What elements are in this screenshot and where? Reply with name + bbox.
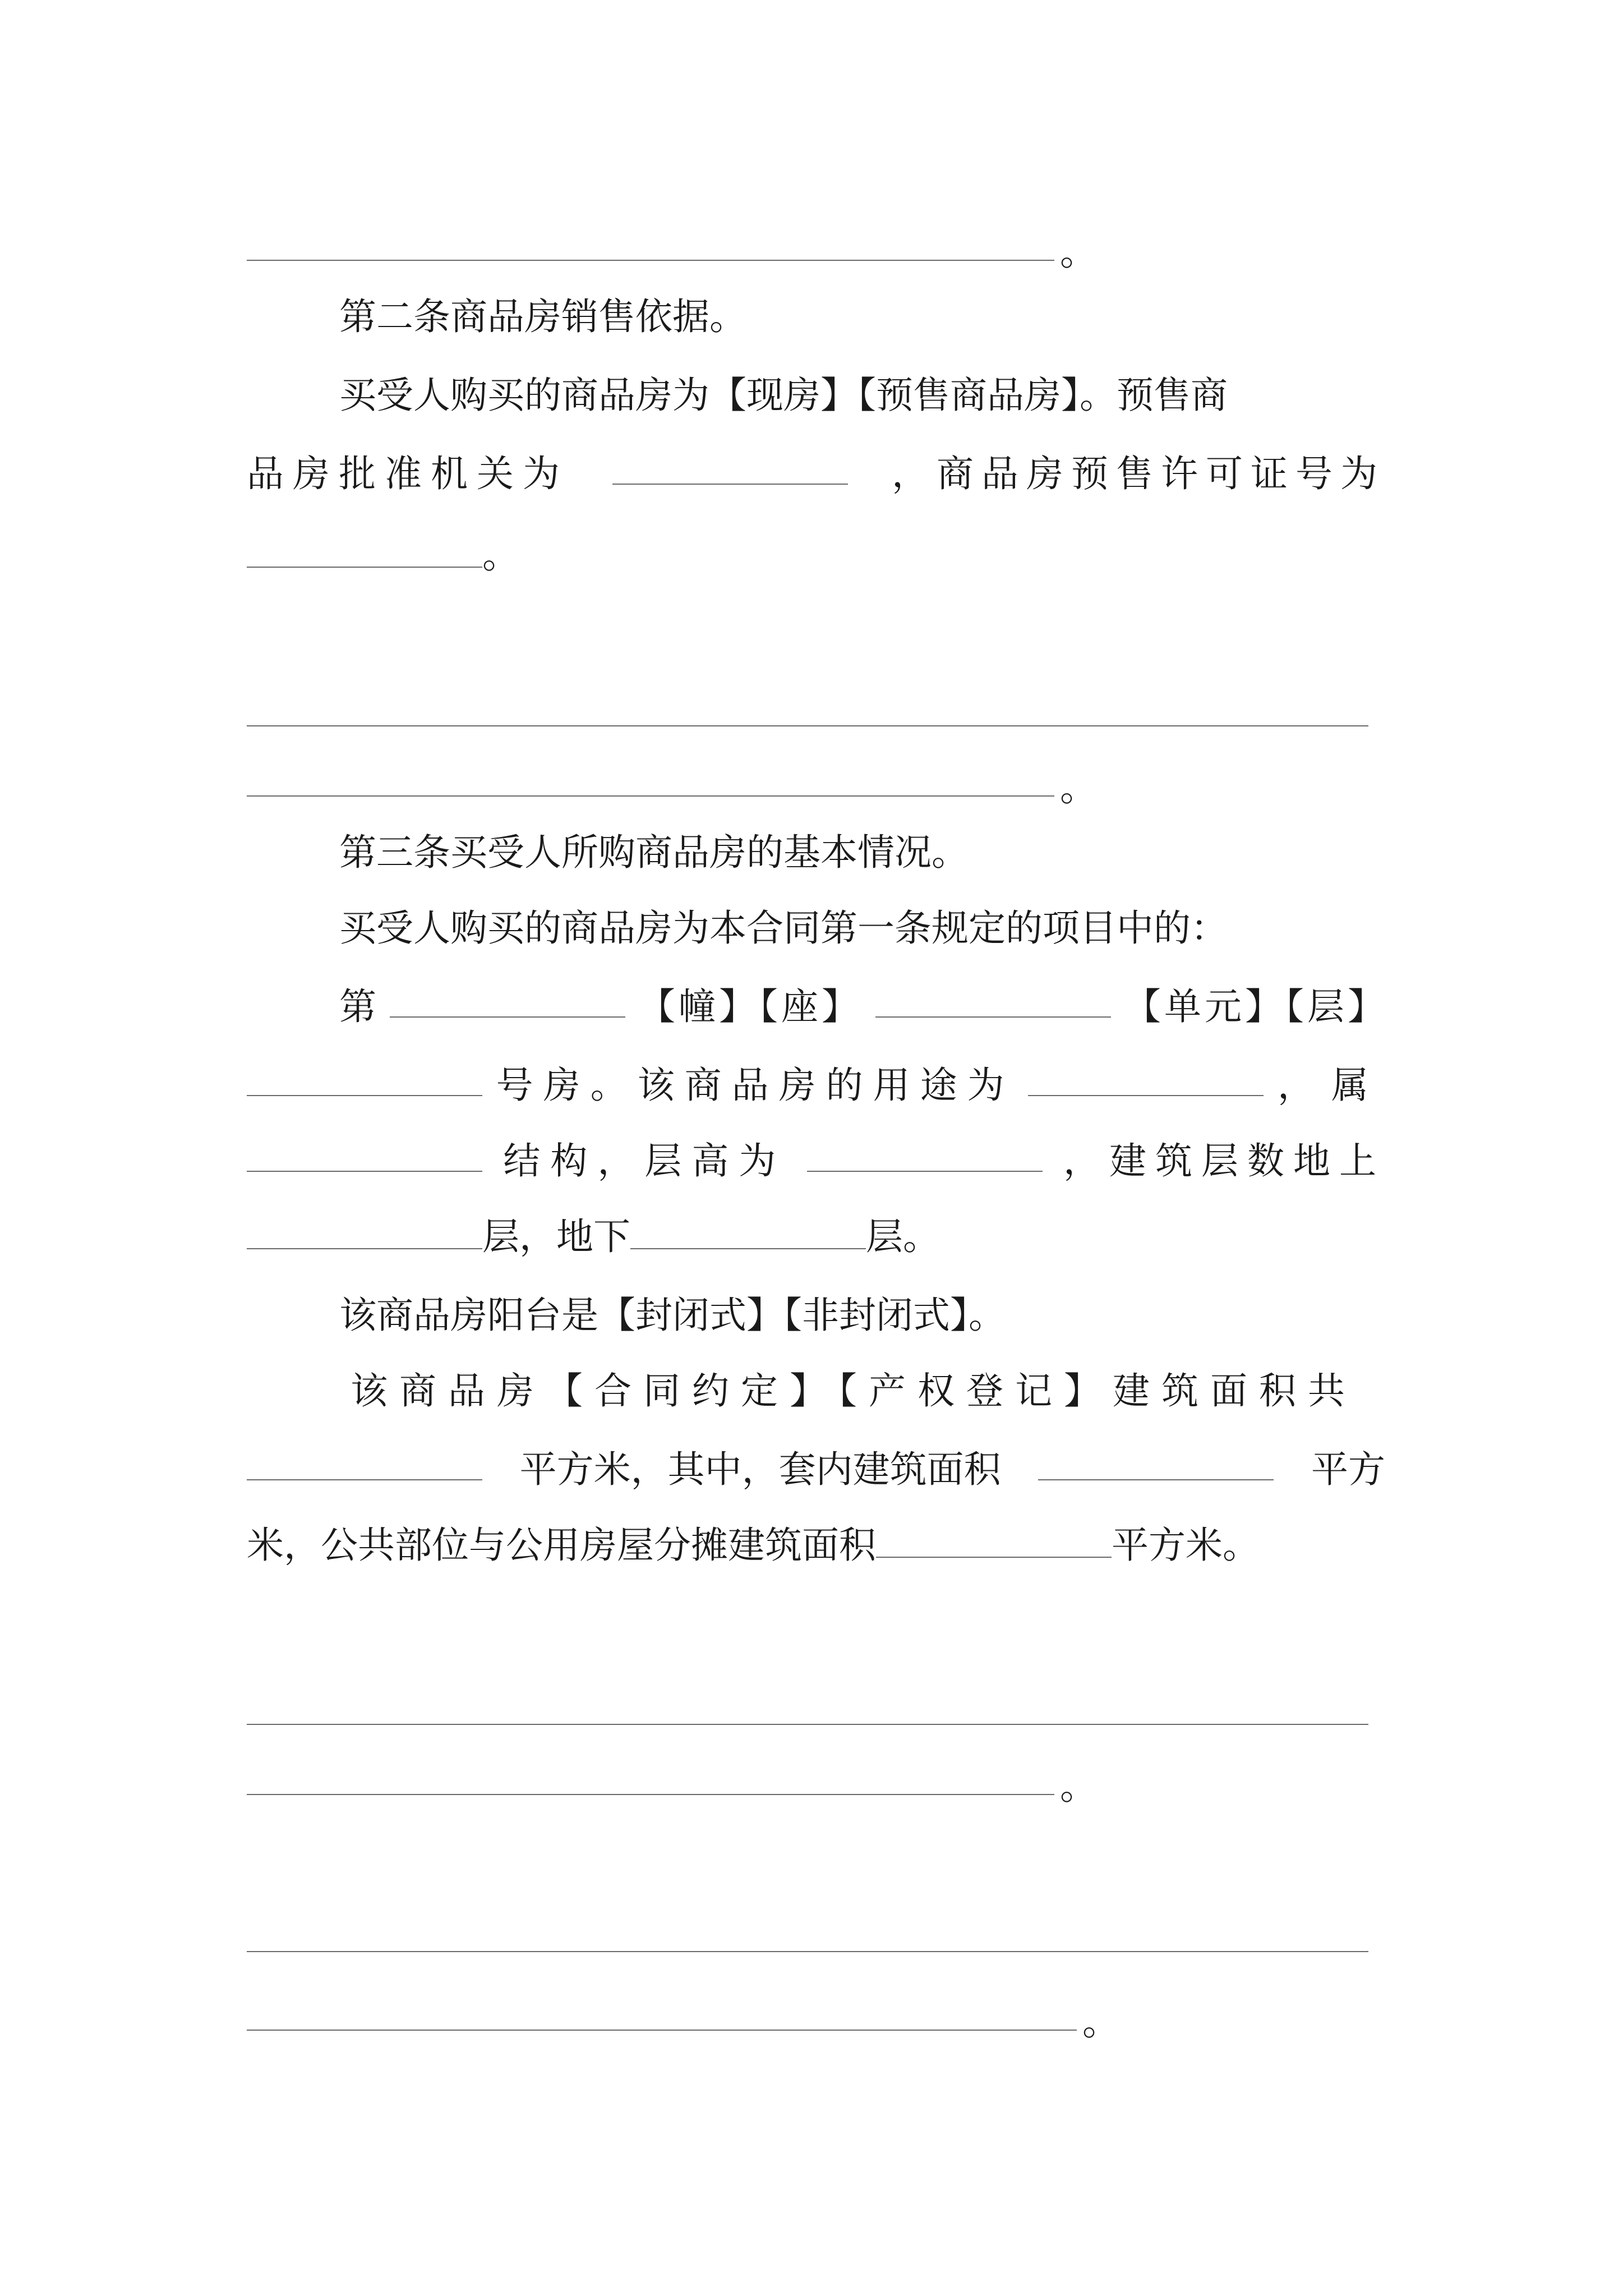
room-number-blank[interactable] [247,1060,482,1096]
blank-line[interactable] [247,725,1368,726]
text-building-options: 【幢】【座】 [638,985,862,1028]
text-belongs: ，属 [1277,1064,1385,1107]
text-inner-area: 平方米，其中，套内建筑面积 [519,1448,1001,1491]
article-3-para-line-4 [247,1136,1385,1186]
shared-area-blank[interactable] [876,1522,1112,1558]
text-floor-height: 结构，层高为 [503,1139,786,1182]
article-2-text-license: ，商品房预售许可证号为 [892,452,1385,495]
structure-blank[interactable] [247,1136,482,1172]
presale-license-blank[interactable] [247,532,482,568]
floor-height-blank[interactable] [807,1136,1043,1172]
article-2-para-line-3 [247,530,519,581]
text-usage: 号房。该商品房的用途为 [496,1064,1015,1107]
period-mark: 。 [1060,231,1097,274]
area-line-1: 该商品房【合同约定】【产权登记】建筑面积共 [351,1369,1357,1412]
blank-line[interactable] [247,795,1054,797]
blank-line[interactable] [247,260,1054,261]
balcony-line: 该商品房阳台是【封闭式】【非封闭式】。 [339,1294,1006,1337]
period-mark: 。 [1060,1765,1097,1808]
approval-authority-blank[interactable] [612,449,848,485]
building-number-blank[interactable] [390,982,625,1018]
article-2-text-authority: 品房批准机关为 [247,452,569,495]
total-area-blank[interactable] [247,1444,482,1480]
text-floor-end: 层。 [866,1215,940,1258]
floors-below-blank[interactable] [630,1213,866,1249]
text-shared-area: 米，公共部位与公用房屋分摊建筑面积 [247,1524,876,1567]
period-mark: 。 [1060,766,1097,809]
text-unit-options: 【单元】【层】 [1124,985,1388,1028]
article-3-title: 第三条买受人所购商品房的基本情况。 [339,831,969,874]
text-floors-above: ，建筑层数地上 [1063,1139,1385,1182]
area-line-2 [247,1444,1385,1495]
article-2-para-line-2 [247,449,1385,499]
article-3-para-line-3 [247,1060,1385,1111]
usage-blank[interactable] [1028,1060,1264,1096]
blank-line[interactable] [247,1951,1368,1952]
unit-number-blank[interactable] [875,982,1111,1018]
text-square-part: 平方 [1311,1448,1385,1491]
period-mark: 。 [482,533,519,577]
inner-area-blank[interactable] [1038,1444,1274,1480]
article-3-para-line-2 [339,982,1388,1032]
blank-line[interactable] [247,1724,1368,1725]
blank-line[interactable] [247,1794,1054,1795]
period-mark: 。 [1082,2000,1119,2044]
text-floors-below: 层，地下 [482,1215,630,1258]
article-2-para-line-1: 买受人购买的商品房为【现房】【预售商品房】。预售商 [339,374,1228,417]
article-3-para-line-5 [247,1212,940,1262]
article-2-title: 第二条商品房销售依据。 [339,295,746,338]
article-3-para-line-1: 买受人购买的商品房为本合同第一条规定的项目中的： [339,907,1228,950]
floors-above-blank[interactable] [247,1213,482,1249]
blank-line[interactable] [247,2030,1077,2031]
text-sqm-end: 平方米。 [1112,1524,1260,1567]
area-line-3 [247,1520,1260,1571]
text-number-prefix: 第 [339,985,376,1028]
